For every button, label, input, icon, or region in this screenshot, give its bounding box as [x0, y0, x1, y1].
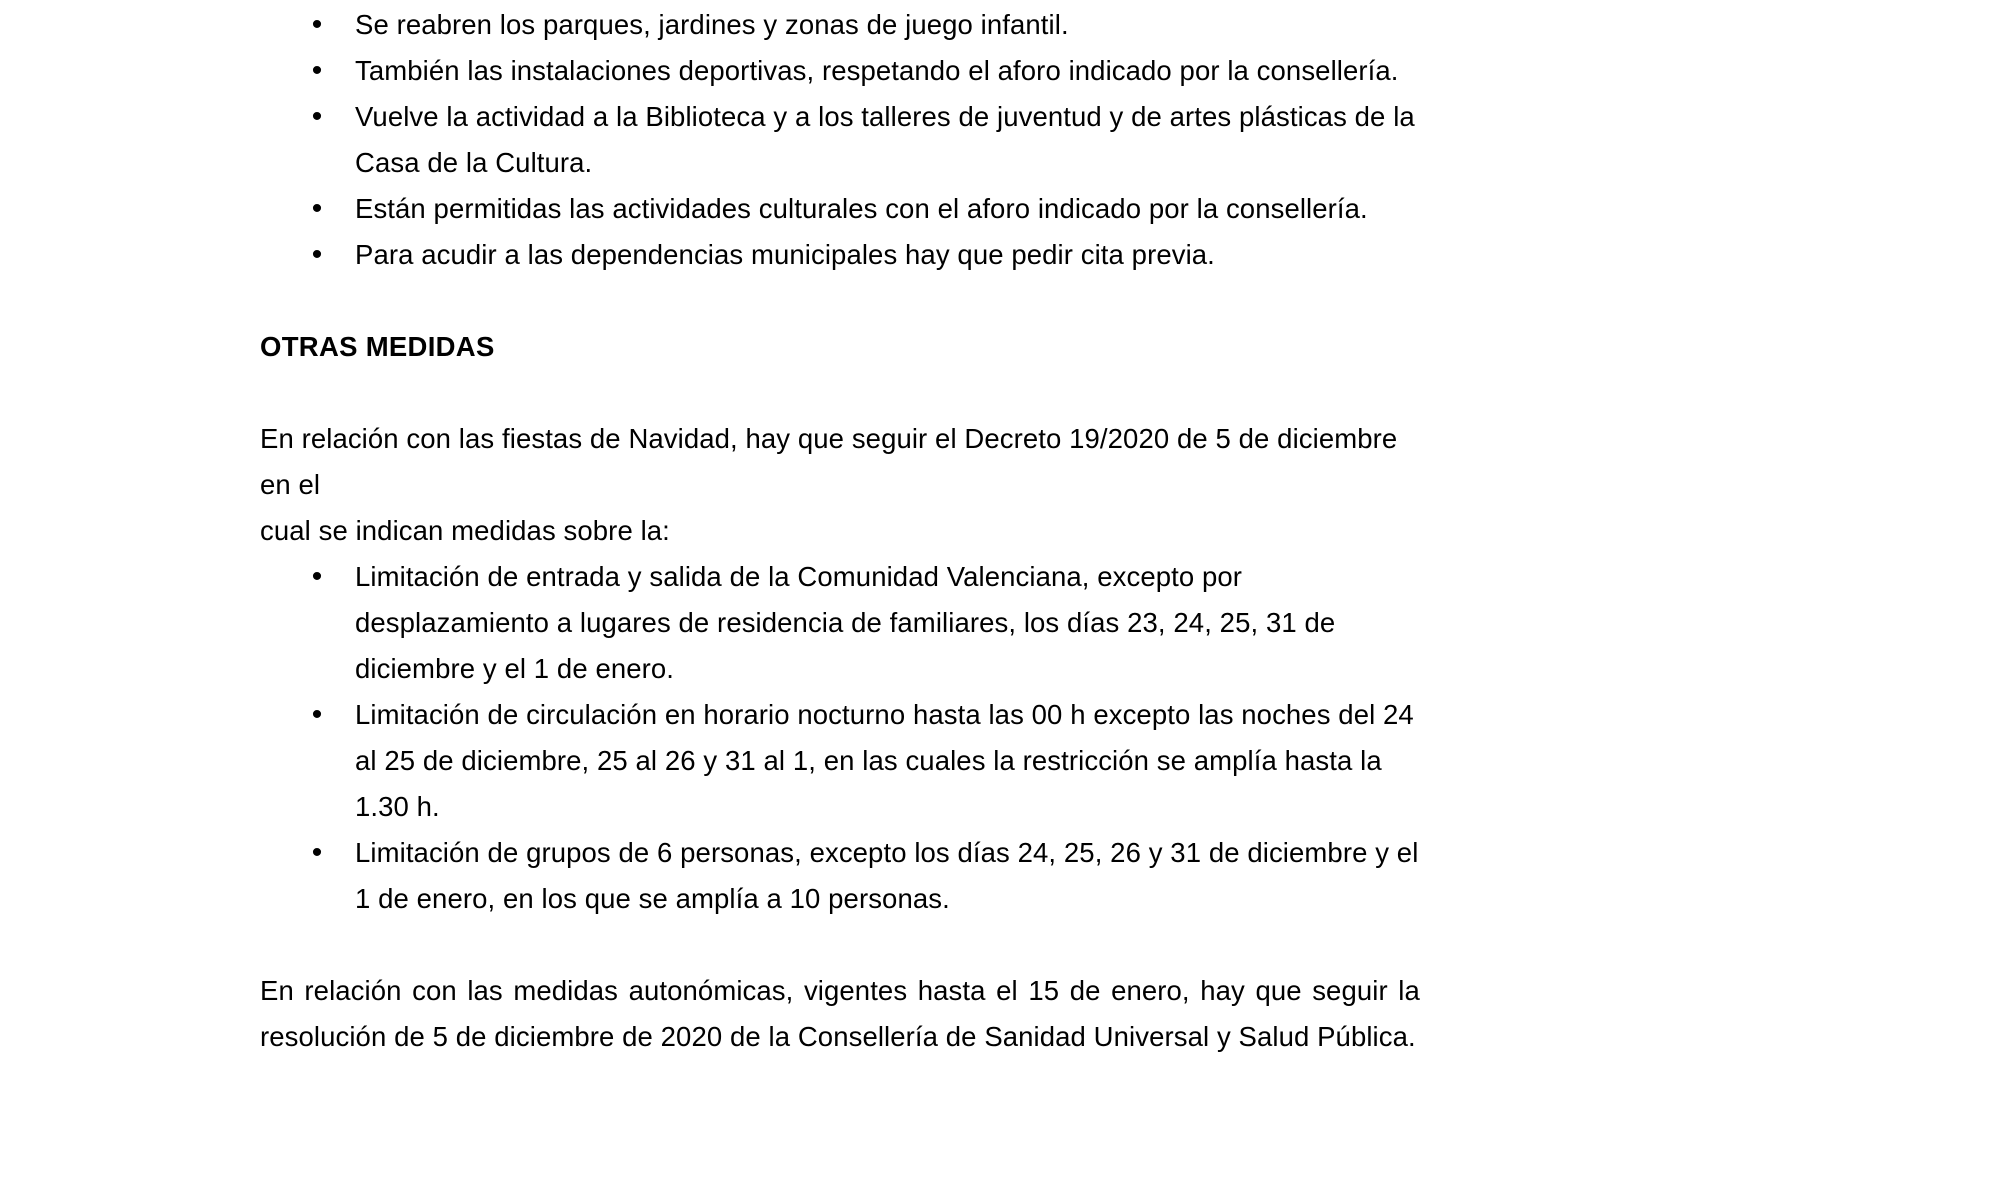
- word: hasta: [917, 975, 986, 1006]
- word: hay: [1200, 975, 1245, 1006]
- list-item-text: Limitación de entrada y salida de la Comunidad Valenciana, excepto por desplazamiento a lugares de residencia de familiares, los días 23, 24, 25, 31 de diciembre y el 1 de enero.: [355, 561, 1336, 684]
- paragraph-autonomicas-line-2: resolución de 5 de diciembre de 2020 de la Consellería de Sanidad Universal y Salud Pública.: [260, 1021, 1416, 1052]
- word: En: [260, 975, 294, 1006]
- list-item: [260, 554, 1420, 692]
- section-heading-otras-medidas: OTRAS MEDIDAS: [260, 331, 495, 362]
- word: la: [1398, 975, 1420, 1006]
- blank-line: [260, 922, 1420, 968]
- list-item-text: Para acudir a las dependencias municipales hay que pedir cita previa.: [355, 239, 1215, 270]
- list-item-text: Vuelve la actividad a la Biblioteca y a los talleres de juventud y de artes plásticas de la Casa de la Cultura.: [355, 101, 1415, 178]
- word: que: [1255, 975, 1302, 1006]
- paragraph-navidad-line-2: cual se indican medidas sobre la:: [260, 515, 670, 546]
- document-body: [260, 0, 1420, 1060]
- paragraph-navidad-line-1: En relación con las fiestas de Navidad, hay que seguir el Decreto 19/2020 de 5 de diciembre en el: [260, 423, 1398, 500]
- word: las: [467, 975, 503, 1006]
- bullet-icon: •: [311, 836, 323, 869]
- blank-line: [260, 278, 1420, 324]
- list-item: [260, 232, 1420, 278]
- bullet-icon: •: [311, 238, 323, 271]
- list-item-text: Limitación de grupos de 6 personas, excepto los días 24, 25, 26 y 31 de diciembre y el 1 de enero, en los que se amplía a 10 personas.: [355, 837, 1419, 914]
- blank-line: [260, 370, 1420, 416]
- paragraph-navidad: [260, 416, 1420, 554]
- word: el: [996, 975, 1018, 1006]
- bullet-icon: •: [311, 8, 323, 41]
- list-item: [260, 2, 1420, 48]
- word: 15: [1028, 975, 1060, 1006]
- list-item-text: También las instalaciones deportivas, respetando el aforo indicado por la consellería.: [355, 55, 1399, 86]
- measures-bullet-list-one: [260, 2, 1420, 278]
- list-item: [260, 48, 1420, 94]
- word: con: [412, 975, 457, 1006]
- word: enero,: [1111, 975, 1190, 1006]
- list-item: [260, 186, 1420, 232]
- paragraph-autonomicas: [260, 968, 1420, 1060]
- word: relación: [304, 975, 402, 1006]
- list-item: [260, 830, 1420, 922]
- list-item-text: Limitación de circulación en horario nocturno hasta las 00 h excepto las noches del 24 al 25 de diciembre, 25 al 26 y 31 al 1, en las cuales la restricción se amplía hasta la 1.30 h.: [355, 699, 1414, 822]
- word: medidas: [513, 975, 619, 1006]
- word: de: [1069, 975, 1101, 1006]
- bullet-icon: •: [311, 100, 323, 133]
- measures-bullet-list-two: [260, 554, 1420, 922]
- word: autonómicas,: [628, 975, 794, 1006]
- word: seguir: [1312, 975, 1388, 1006]
- list-item: [260, 94, 1420, 186]
- word: vigentes: [803, 975, 908, 1006]
- bullet-icon: •: [311, 698, 323, 731]
- list-item-text: Están permitidas las actividades culturales con el aforo indicado por la consellería.: [355, 193, 1368, 224]
- paragraph-autonomicas-line-1: [260, 968, 1420, 1014]
- list-item: [260, 692, 1420, 830]
- bullet-icon: •: [311, 54, 323, 87]
- list-item-text: Se reabren los parques, jardines y zonas de juego infantil.: [355, 9, 1069, 40]
- bullet-icon: •: [311, 560, 323, 593]
- bullet-icon: •: [311, 192, 323, 225]
